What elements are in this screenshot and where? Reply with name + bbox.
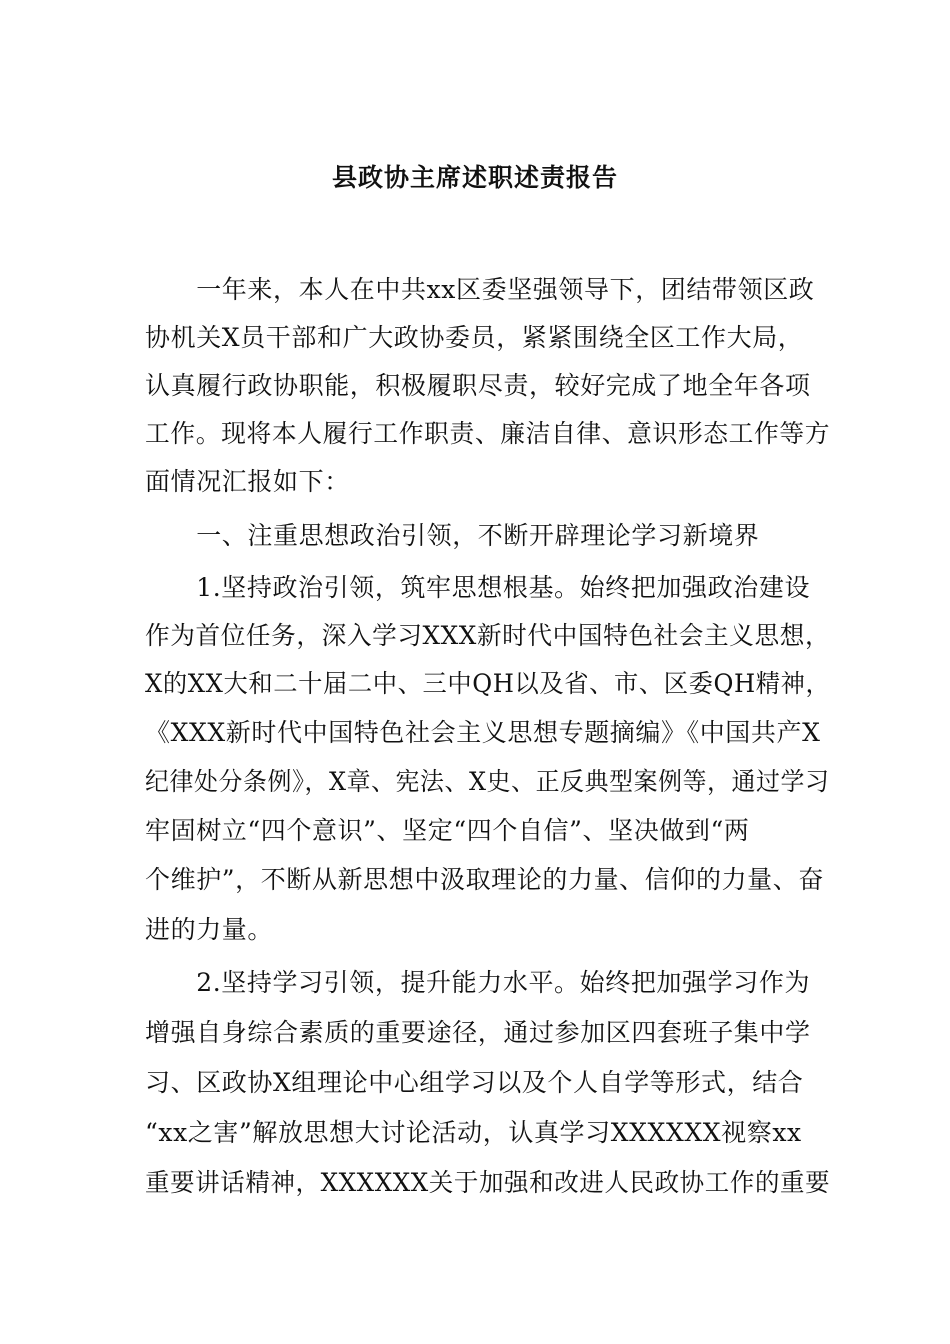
paragraph-line: 工作。现将本人履行工作职责、廉洁自律、意识形态工作等方	[145, 419, 831, 448]
section-heading: 一、注重思想政治引领，不断开辟理论学习新境界	[145, 521, 760, 550]
paragraph-line: 协机关X员干部和广大政协委员，紧紧围绕全区工作大局，	[145, 323, 804, 352]
paragraph-line: “xx之害”解放思想大讨论活动，认真学习XXXXXX视察xx	[145, 1118, 802, 1147]
paragraph-line: 《XXX新时代中国特色社会主义思想专题摘编》《中国共产X	[145, 718, 821, 747]
paragraph-line: 牢固树立“四个意识”、坚定“四个自信”、坚决做到“两	[145, 816, 750, 845]
paragraph-line: 面情况汇报如下：	[145, 467, 350, 496]
paragraph-line: 2.坚持学习引领，提升能力水平。始终把加强学习作为	[145, 968, 811, 997]
page-title: 县政协主席述职述责报告	[331, 163, 618, 192]
paragraph-line: 习、区政协X组理论中心组学习以及个人自学等形式，结合	[145, 1068, 804, 1097]
paragraph-line: 个维护”，不断从新思想中汲取理论的力量、信仰的力量、奋	[145, 865, 824, 894]
paragraph-line: X的XX大和二十届二中、三中QH以及省、市、区委QH精神，	[145, 669, 831, 698]
paragraph-line: 纪律处分条例》，X章、宪法、X史、正反典型案例等，通过学习	[145, 767, 830, 796]
paragraph-line: 1.坚持政治引领，筑牢思想根基。始终把加强政治建设	[145, 573, 811, 602]
paragraph-line: 认真履行政协职能，积极履职尽责，较好完成了地全年各项	[145, 371, 811, 400]
paragraph-line: 进的力量。	[145, 915, 274, 944]
paragraph-line: 增强自身综合素质的重要途径，通过参加区四套班子集中学	[145, 1018, 811, 1047]
paragraph-line: 重要讲话精神，XXXXXX关于加强和改进人民政协工作的重要	[145, 1168, 831, 1197]
paragraph-line: 一年来，本人在中共xx区委坚强领导下，团结带领区政	[145, 275, 815, 304]
paragraph-line: 作为首位任务，深入学习XXX新时代中国特色社会主义思想，	[145, 621, 831, 650]
